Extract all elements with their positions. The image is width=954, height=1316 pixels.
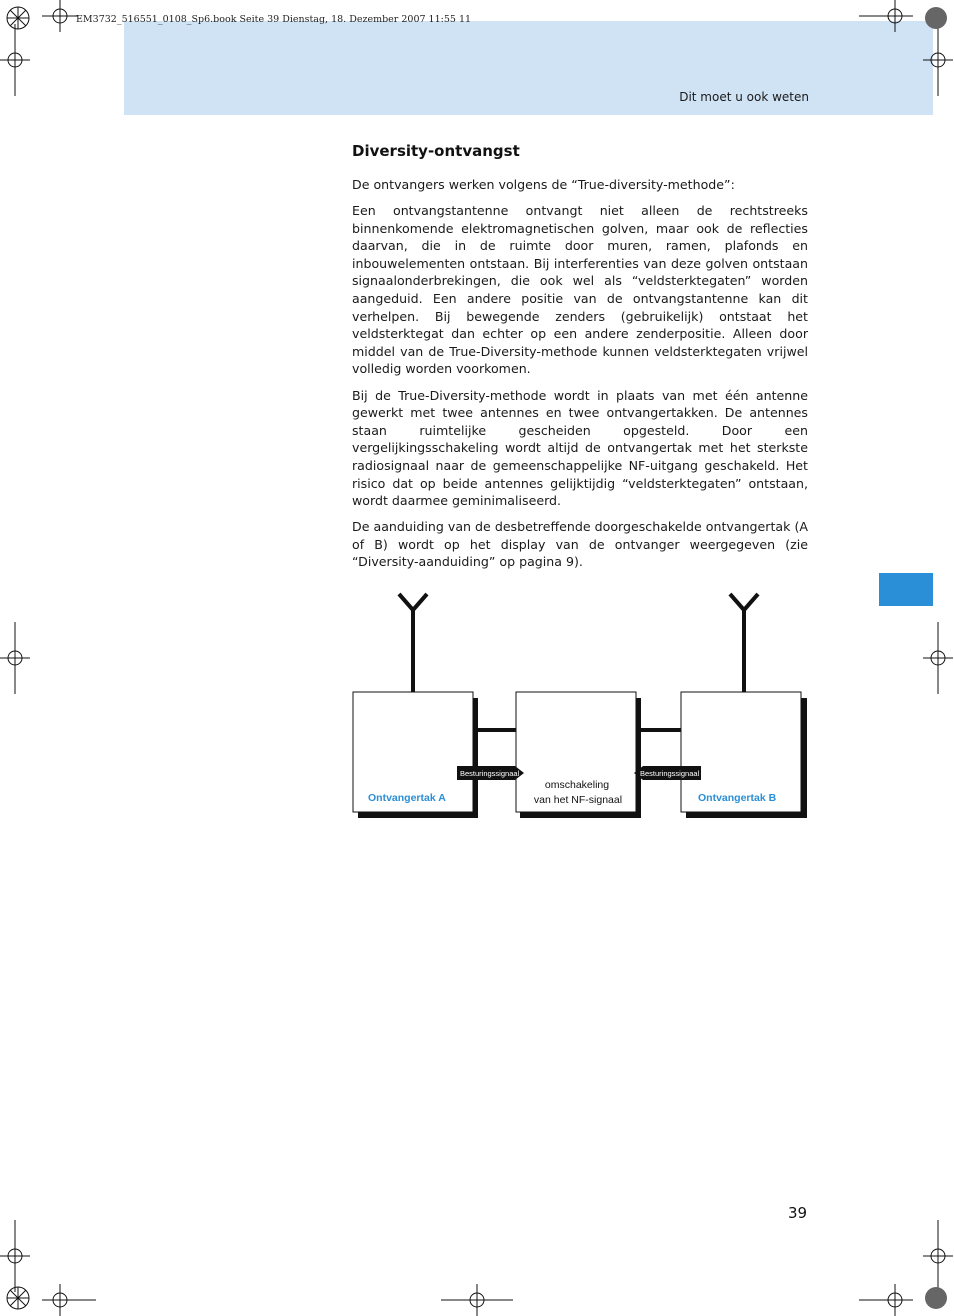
crosshair-icon <box>0 1220 30 1292</box>
diversity-diagram <box>352 588 812 823</box>
antenna-a-icon <box>399 594 427 692</box>
receiver-b-label: Ontvangertak B <box>698 792 777 804</box>
crosshair-icon <box>42 1284 96 1316</box>
section-title: Dit moet u ook weten <box>679 90 809 104</box>
starburst-icon <box>7 7 29 29</box>
crosshair-icon <box>441 1284 513 1316</box>
crosshair-icon <box>923 1220 953 1292</box>
paragraph-intro: De ontvangers werken volgens de “True-diversity-methode”: <box>352 177 735 192</box>
paragraph-true-diversity: Bij de True-Diversity-methode wordt in plaats van met één antenne gewerkt met twee antennes en twee ontvangertakken. De antennes staan ruimtelijke gescheiden opgesteld. Door een vergelijkingsschakeling wordt altijd de ontvangertak met het sterkste radiosignaal naar de gemeenschappelijke NF-uitgang geschakeld. Het risico dat op beide antennes gelijktijdig “veldsterktegaten” ontstaan, wordt daarmee geminimaliseerd. <box>352 387 808 509</box>
paragraph-reflections: Een ontvangstantenne ontvangt niet alleen de rechtstreeks binnenkomende elektromagnetischen golven, maar ook de reflecties daarvan, die in de ruimte door muren, ramen, plafonds en inbouwelementen ontstaan. Bij interferenties van deze golven ontstaan signaalonderbrekingen, die ook wel als “veldsterktegaten” worden aangeduid. Een andere positie van de ontvangstantenne kan dit verhelpen. Bij bewegende zenders (gebruikelijk) ontstaat het veldsterktegat dan echter op een andere zenderpositie. Alleen door middel van de True-Diversity-methode kunnen veldsterktegaten vrijwel volledig worden voorkomen. <box>352 203 808 377</box>
control-signal-right-label: Besturingssignaal <box>640 769 700 778</box>
starburst-icon <box>925 7 947 29</box>
crosshair-icon <box>923 622 953 694</box>
crosshair-icon <box>0 24 30 96</box>
crosshair-icon <box>859 0 913 32</box>
starburst-icon <box>7 1287 29 1309</box>
crosshair-icon <box>42 0 78 32</box>
article-heading: Diversity-ontvangst <box>352 142 520 160</box>
crosshair-icon <box>859 1284 913 1316</box>
crosshair-icon <box>0 622 30 694</box>
switch-label-line2: van het NF-signaal <box>533 794 623 806</box>
crosshair-icon <box>923 24 953 96</box>
article <box>352 142 808 579</box>
receiver-a-label: Ontvangertak A <box>368 792 446 804</box>
control-signal-left-label: Besturingssignaal <box>460 769 520 778</box>
print-slug: EM3732_516551_0108_Sp6.book Seite 39 Dienstag, 18. Dezember 2007 11:55 11 <box>76 14 472 25</box>
starburst-icon <box>925 1287 947 1309</box>
antenna-b-icon <box>730 594 758 692</box>
switch-label-line1: omschakeling <box>544 779 610 791</box>
page-number: 39 <box>788 1204 808 1222</box>
paragraph-display: De aanduiding van de desbetreffende doorgeschakelde ontvangertak (A of B) wordt op het display van de ontvanger weergegeven (zie “Diversity-aanduiding” op pagina 9). <box>352 519 808 570</box>
